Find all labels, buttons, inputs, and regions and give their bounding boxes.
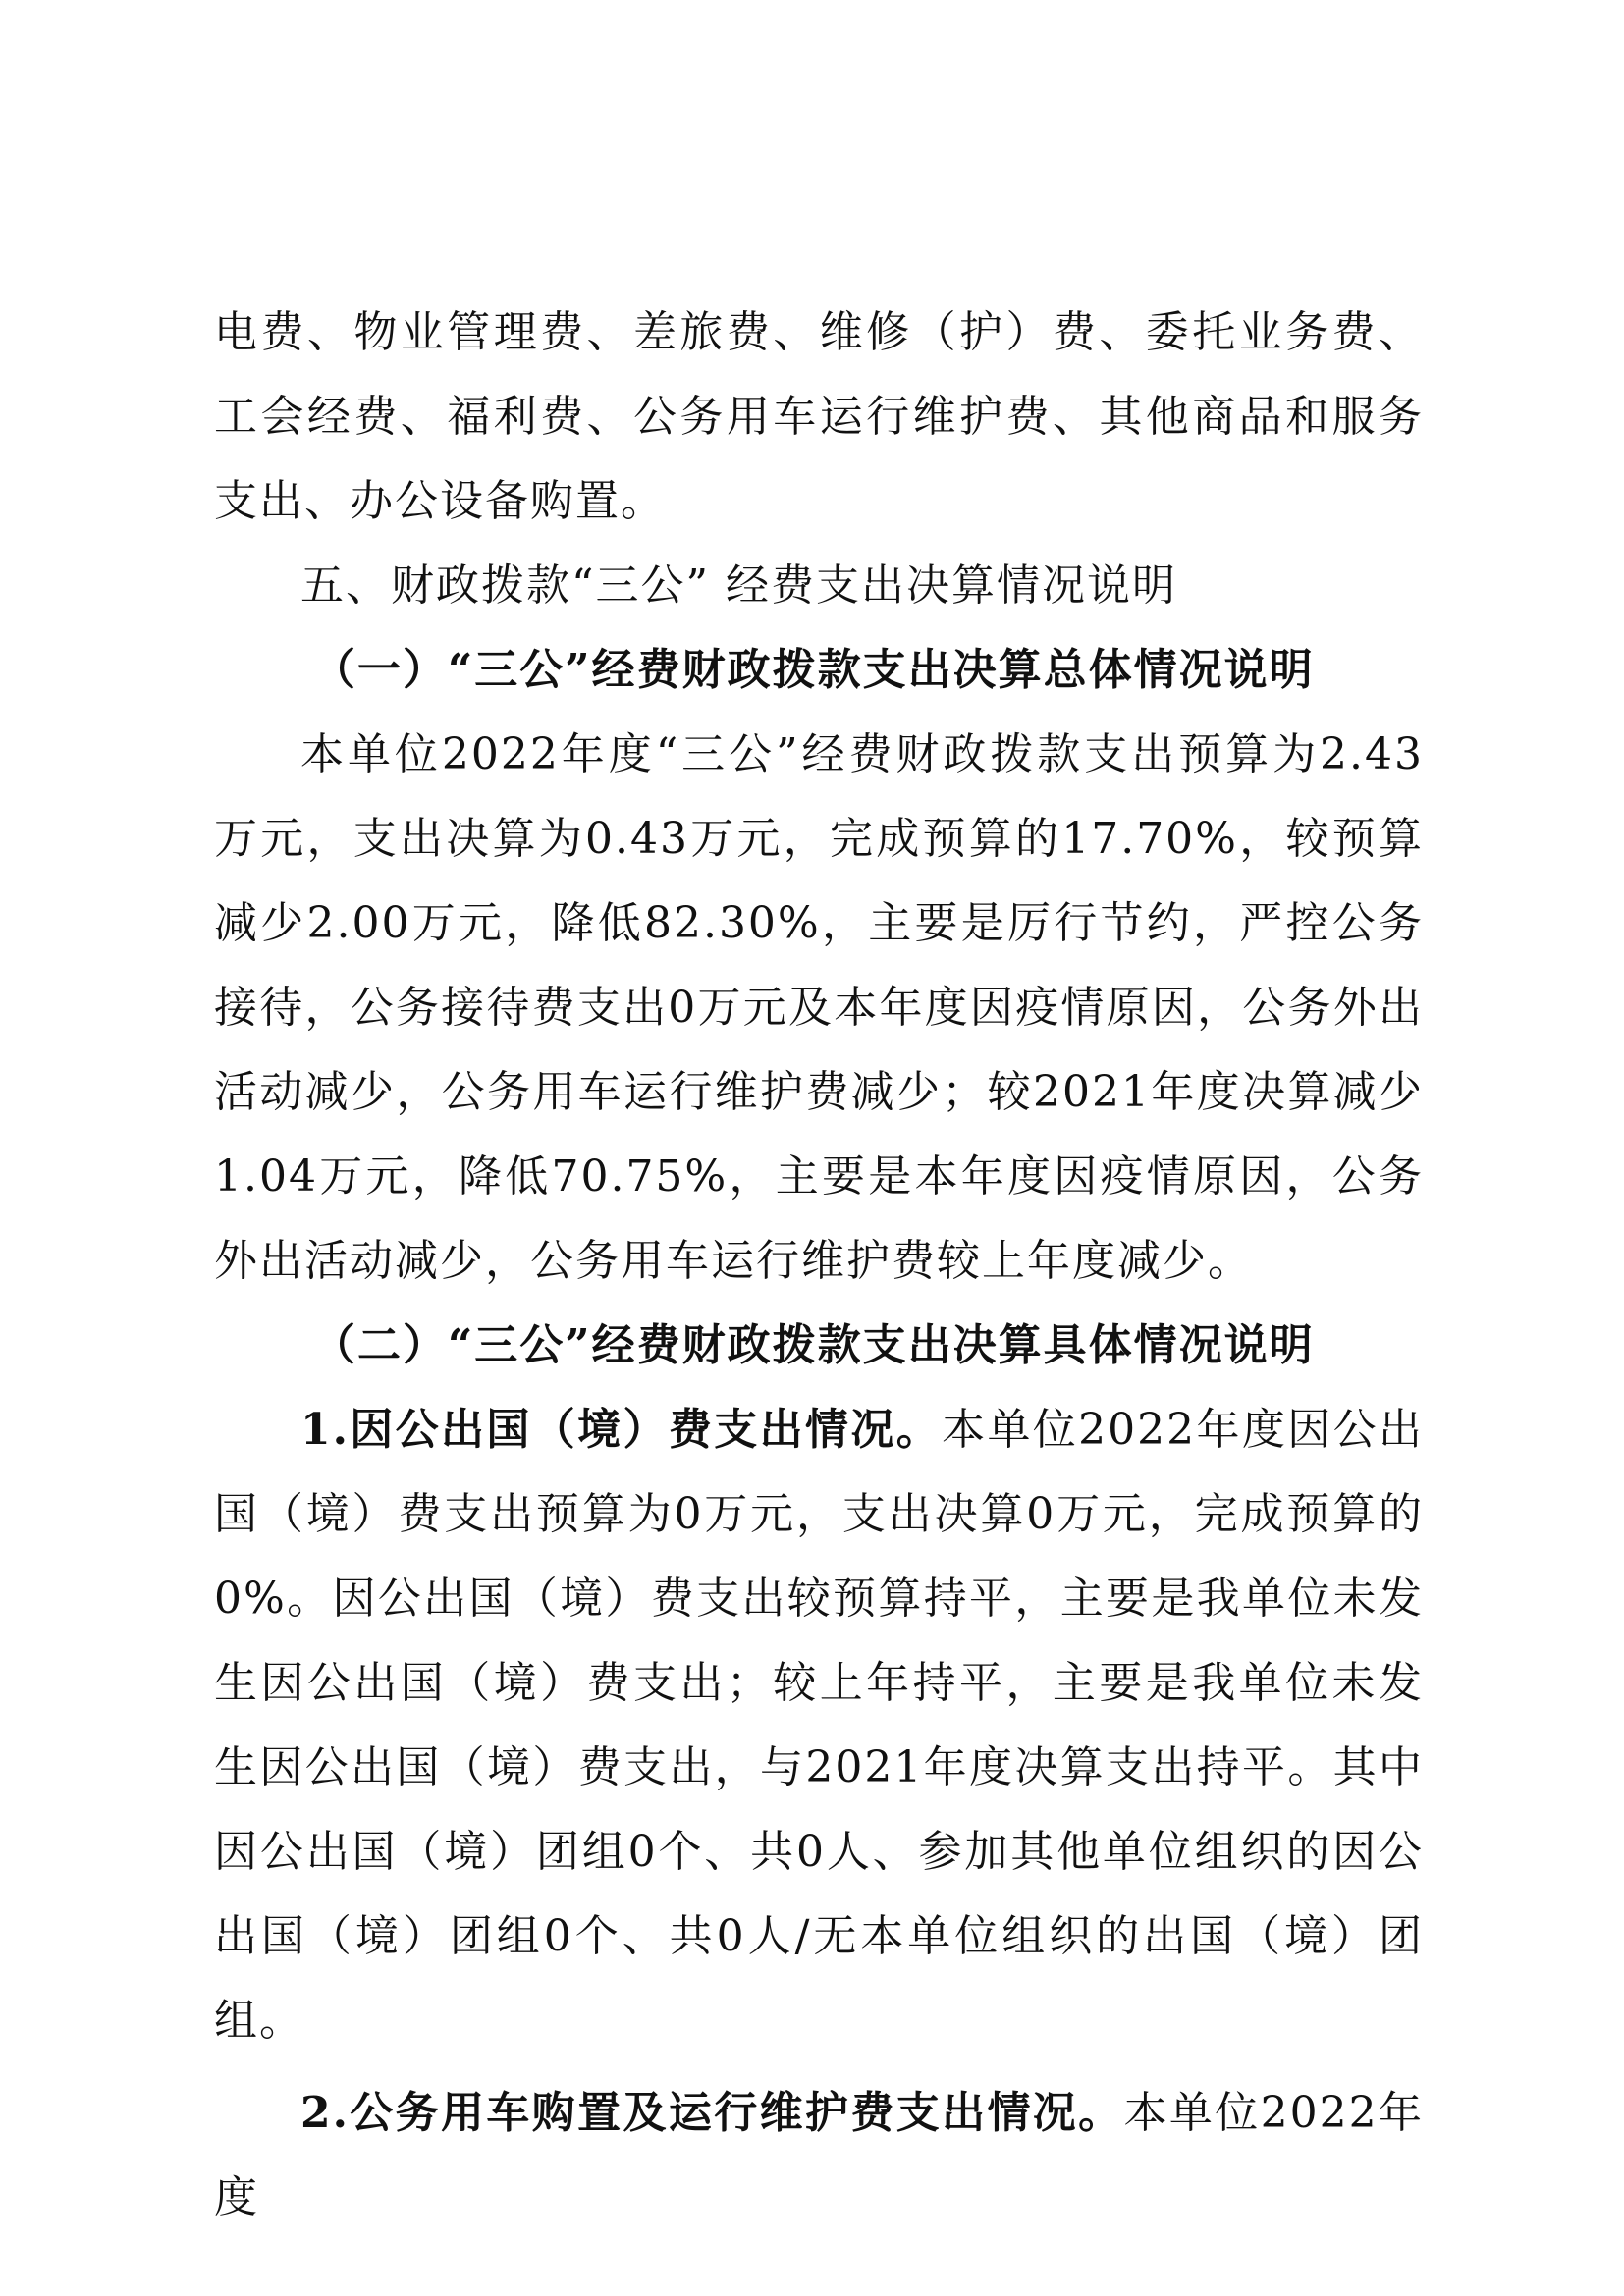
item-1-text: 本单位2022年度因公出国（境）费支出预算为0万元，支出决算0万元，完成预算的0%。因公出国（境）费支出较预算持平，主要是我单位未发生因公出国（境）费支出；较上年持平，主要是我单位未发生因公出国（境）费支出，与2021年度决算支出持平。其中因公出国（境）团组0个、共0人、参加其他单位组织的因公出国（境）团组0个、共0人/无本单位组织的出国（境）团组。 bbox=[214, 1405, 1424, 2046]
paragraph-item-1 bbox=[214, 1388, 1424, 2063]
section-heading: 五、财政拨款“三公” 经费支出决算情况说明 bbox=[300, 561, 1177, 611]
item-1-lead: 1.因公出国（境）费支出情况。 bbox=[300, 1405, 943, 1455]
item-2-lead: 2.公务用车购置及运行维护费支出情况。 bbox=[300, 2088, 1124, 2138]
paragraph-gap bbox=[214, 2063, 1424, 2071]
subheading-overall: （一）“三公”经费财政拨款支出决算总体情况说明 bbox=[312, 645, 1315, 695]
document-body bbox=[214, 291, 1424, 2240]
paragraph-item-2 bbox=[214, 2071, 1424, 2240]
item-2-text: 本单位2022年度 bbox=[214, 2088, 1424, 2222]
subheading-specific: （二）“三公”经费财政拨款支出决算具体情况说明 bbox=[312, 1320, 1315, 1370]
continuation-paragraph: 电费、物业管理费、差旅费、维修（护）费、委托业务费、工会经费、福利费、公务用车运行维护费、其他商品和服务支出、办公设备购置。 bbox=[214, 307, 1424, 526]
paragraph-overall: 本单位2022年度“三公”经费财政拨款支出预算为2.43万元，支出决算为0.43万元，完成预算的17.70%，较预算减少2.00万元，降低82.30%，主要是厉行节约，严控公务接待，公务接待费支出0万元及本年度因疫情原因，公务外出活动减少，公务用车运行维护费减少；较2021年度决算减少1.04万元，降低70.75%，主要是本年度因疫情原因，公务外出活动减少，公务用车运行维护费较上年度减少。 bbox=[214, 729, 1424, 1286]
